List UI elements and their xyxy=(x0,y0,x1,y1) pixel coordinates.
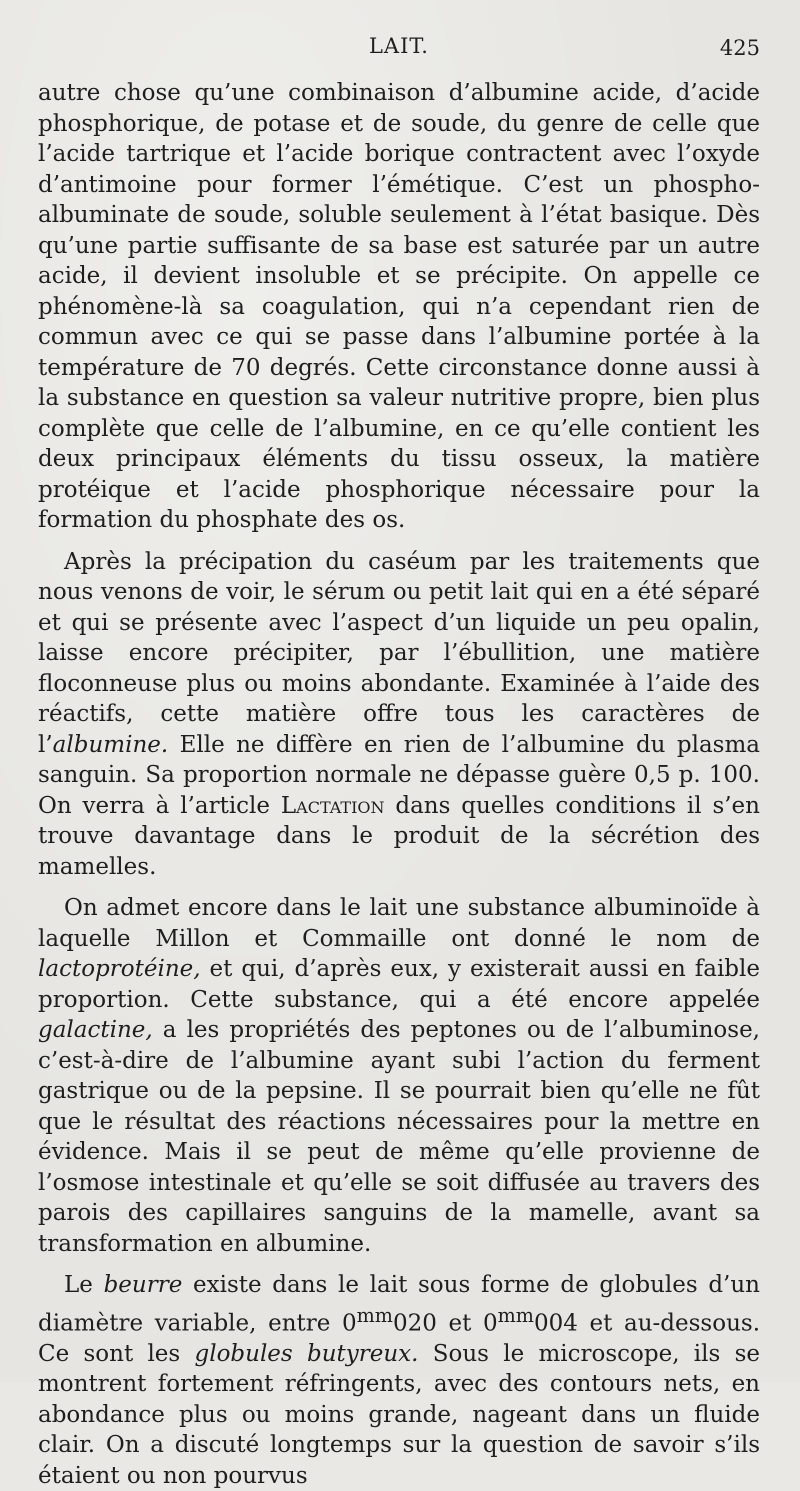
page-header xyxy=(38,28,760,78)
italic-text-run: albumine. xyxy=(52,731,169,758)
text-run: a les propriétés des peptones ou de l’albuminose, c’est-à-dire de l’albumine ayant subi l’action du ferment gastrique ou de la pepsine. Il se pourrait bien qu’elle ne fût que le résultat des réactions nécessaires pour la mettre en évidence. Mais il se peut de même qu’elle provienne de l’osmose intestinale et qu’elle se soit diffusée au travers des parois des capillaires sanguins de la mamelle, avant sa transformation en albumine. xyxy=(38,1017,760,1257)
paragraph xyxy=(38,547,760,883)
sup-text-run: mm xyxy=(497,1303,534,1327)
italic-text-run: globules butyreux. xyxy=(194,1340,419,1367)
sup-text-run: mm xyxy=(356,1303,393,1327)
italic-text-run: beurre xyxy=(103,1272,183,1298)
running-head: LAIT. xyxy=(368,34,429,58)
italic-text-run: lactoprotéine, xyxy=(38,956,201,982)
text-run: autre chose qu’une combinaison d’albumine acide, d’acide phosphorique, de potase et de soude, du genre de celle que l’acide tartrique et l’acide borique contractent avec l’oxyde d’antimoine pour former l’émétique. C’est un phospho-albuminate de soude, soluble seulement à l’état basique. Dès qu’une partie suffisante de sa base est saturée par un autre acide, il devient insoluble et se précipite. On appelle ce phénomène-là sa coagulation, qui n’a cependant rien de commun avec ce qui se passe dans l’albumine portée à la température de 70 degrés. Cette circonstance donne aussi à la substance en question sa valeur nutritive propre, bien plus complète que celle de l’albumine, en ce qu’elle contient les deux principaux éléments du tissu osseux, la matière protéique et l’acide phosphorique nécessaire pour la formation du phosphate des os. xyxy=(38,80,760,533)
body-text xyxy=(38,78,760,1491)
text-run: Le xyxy=(64,1272,104,1298)
text-run: existe dans le lait sous forme de globules d’un diamètre variable, entre 0 xyxy=(38,1272,760,1337)
paragraph-gap xyxy=(38,882,760,893)
text-run: Elle ne diffère en rien de l’albumine du plasma sanguin. Sa proportion normale ne dépasse guère 0,5 p. 100. On verra à l’article xyxy=(38,731,760,819)
text-run: et qui, d’après eux, y existerait aussi en faible proportion. Cette substance, qui a été encore appelée xyxy=(38,956,760,1013)
paragraph xyxy=(38,1270,760,1491)
paragraph xyxy=(38,893,760,1259)
text-run: 004 et au-dessous. Ce sont les xyxy=(38,1310,761,1367)
page-number: 425 xyxy=(719,36,760,60)
paragraph-gap xyxy=(38,1259,760,1270)
paragraph xyxy=(38,78,760,536)
text-run: dans quelles conditions il s’en trouve davantage dans le produit de la sécrétion des mamelles. xyxy=(38,792,760,880)
text-run: Après la précipation du caséum par les traitements que nous venons de voir, le sérum ou petit lait qui en a été séparé et qui se présente avec l’aspect d’un liquide un peu opalin, laisse encore précipiter, par l’ébullition, une matière floconneuse plus ou moins abondante. Examinée à l’aide des réactifs, cette matière offre tous les caractères de l’ xyxy=(38,548,760,758)
paragraph-gap xyxy=(38,536,760,547)
italic-text-run: galactine, xyxy=(38,1017,153,1043)
text-run: Sous le microscope, ils se montrent fortement réfringents, avec des contours nets, en abondance plus ou moins grande, nageant dans un fluide clair. On a discuté longtemps sur la question de savoir s’ils étaient ou non pourvus xyxy=(38,1340,760,1489)
smallcaps-text-run: Lactation xyxy=(280,792,385,819)
text-run: On admet encore dans le lait une substance albuminoïde à laquelle Millon et Commaille ont donné le nom de xyxy=(38,895,760,952)
text-run: 020 et 0 xyxy=(392,1310,498,1337)
